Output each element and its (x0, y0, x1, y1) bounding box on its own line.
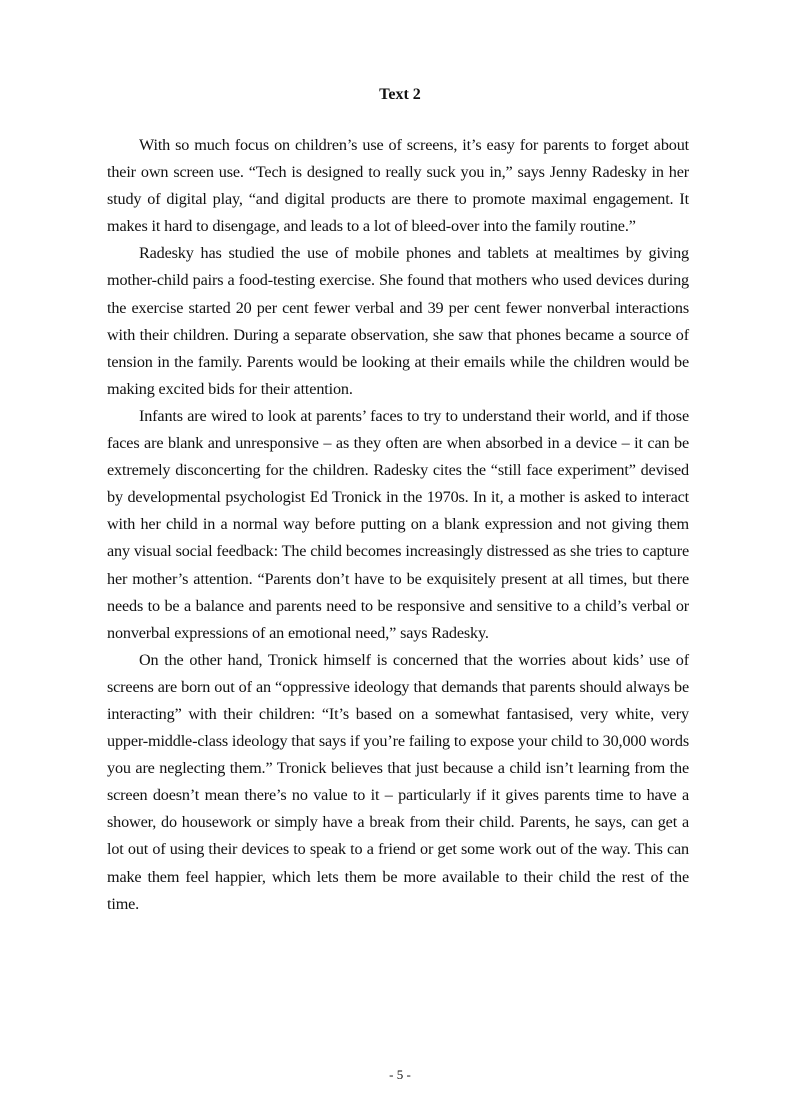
paragraph-4: On the other hand, Tronick himself is concerned that the worries about kids’ use of screens are born out of an “oppressive ideology that demands that parents should always be interacting” with their children: “It’s based on a somewhat fantasised, very white, very upper-middle-class ideology that says if you’re failing to expose your child to 30,000 words you are neglecting them.” Tronick believes that just because a child isn’t learning from the screen doesn’t mean there’s no value to it – particularly if it gives parents time to have a shower, do housework or simply have a break from their child. Parents, he says, can get a lot out of using their devices to speak to a friend or get some work out of the way. This can make them feel happier, which lets them be more available to their child the rest of the time. (107, 650, 689, 913)
paragraph-3: Infants are wired to look at parents’ faces to try to understand their world, and if those faces are blank and unresponsive – as they often are when absorbed in a device – it can be extremely disconcerting for the children. Radesky cites the “still face experiment” devised by developmental psychologist Ed Tronick in the 1970s. In it, a mother is asked to interact with her child in a normal way before putting on a blank expression and not giving them any visual social feedback: The child becomes increasingly distressed as she tries to capture her mother’s attention. “Parents don’t have to be exquisitely present at all times, but there needs to be a balance and parents need to be responsive and sensitive to a child’s verbal or nonverbal expressions of an emotional need,” says Radesky. (107, 406, 689, 642)
paragraph-2: Radesky has studied the use of mobile phones and tablets at mealtimes by giving mother-child pairs a food-testing exercise. She found that mothers who used devices during the exercise started 20 per cent fewer verbal and 39 per cent fewer nonverbal interactions with their children. During a separate observation, she saw that phones became a source of tension in the family. Parents would be looking at their emails while the children would be making excited bids for their attention. (107, 244, 689, 398)
page-number: - 5 - (389, 1067, 411, 1082)
body-text (107, 132, 689, 918)
paragraph-1: With so much focus on children’s use of screens, it’s easy for parents to forget about their own screen use. “Tech is designed to really suck you in,” says Jenny Radesky in her study of digital play, “and digital products are there to promote maximal engagement. It makes it hard to disengage, and leads to a lot of bleed-over into the family routine.” (107, 136, 689, 236)
text-title: Text 2 (379, 86, 421, 103)
